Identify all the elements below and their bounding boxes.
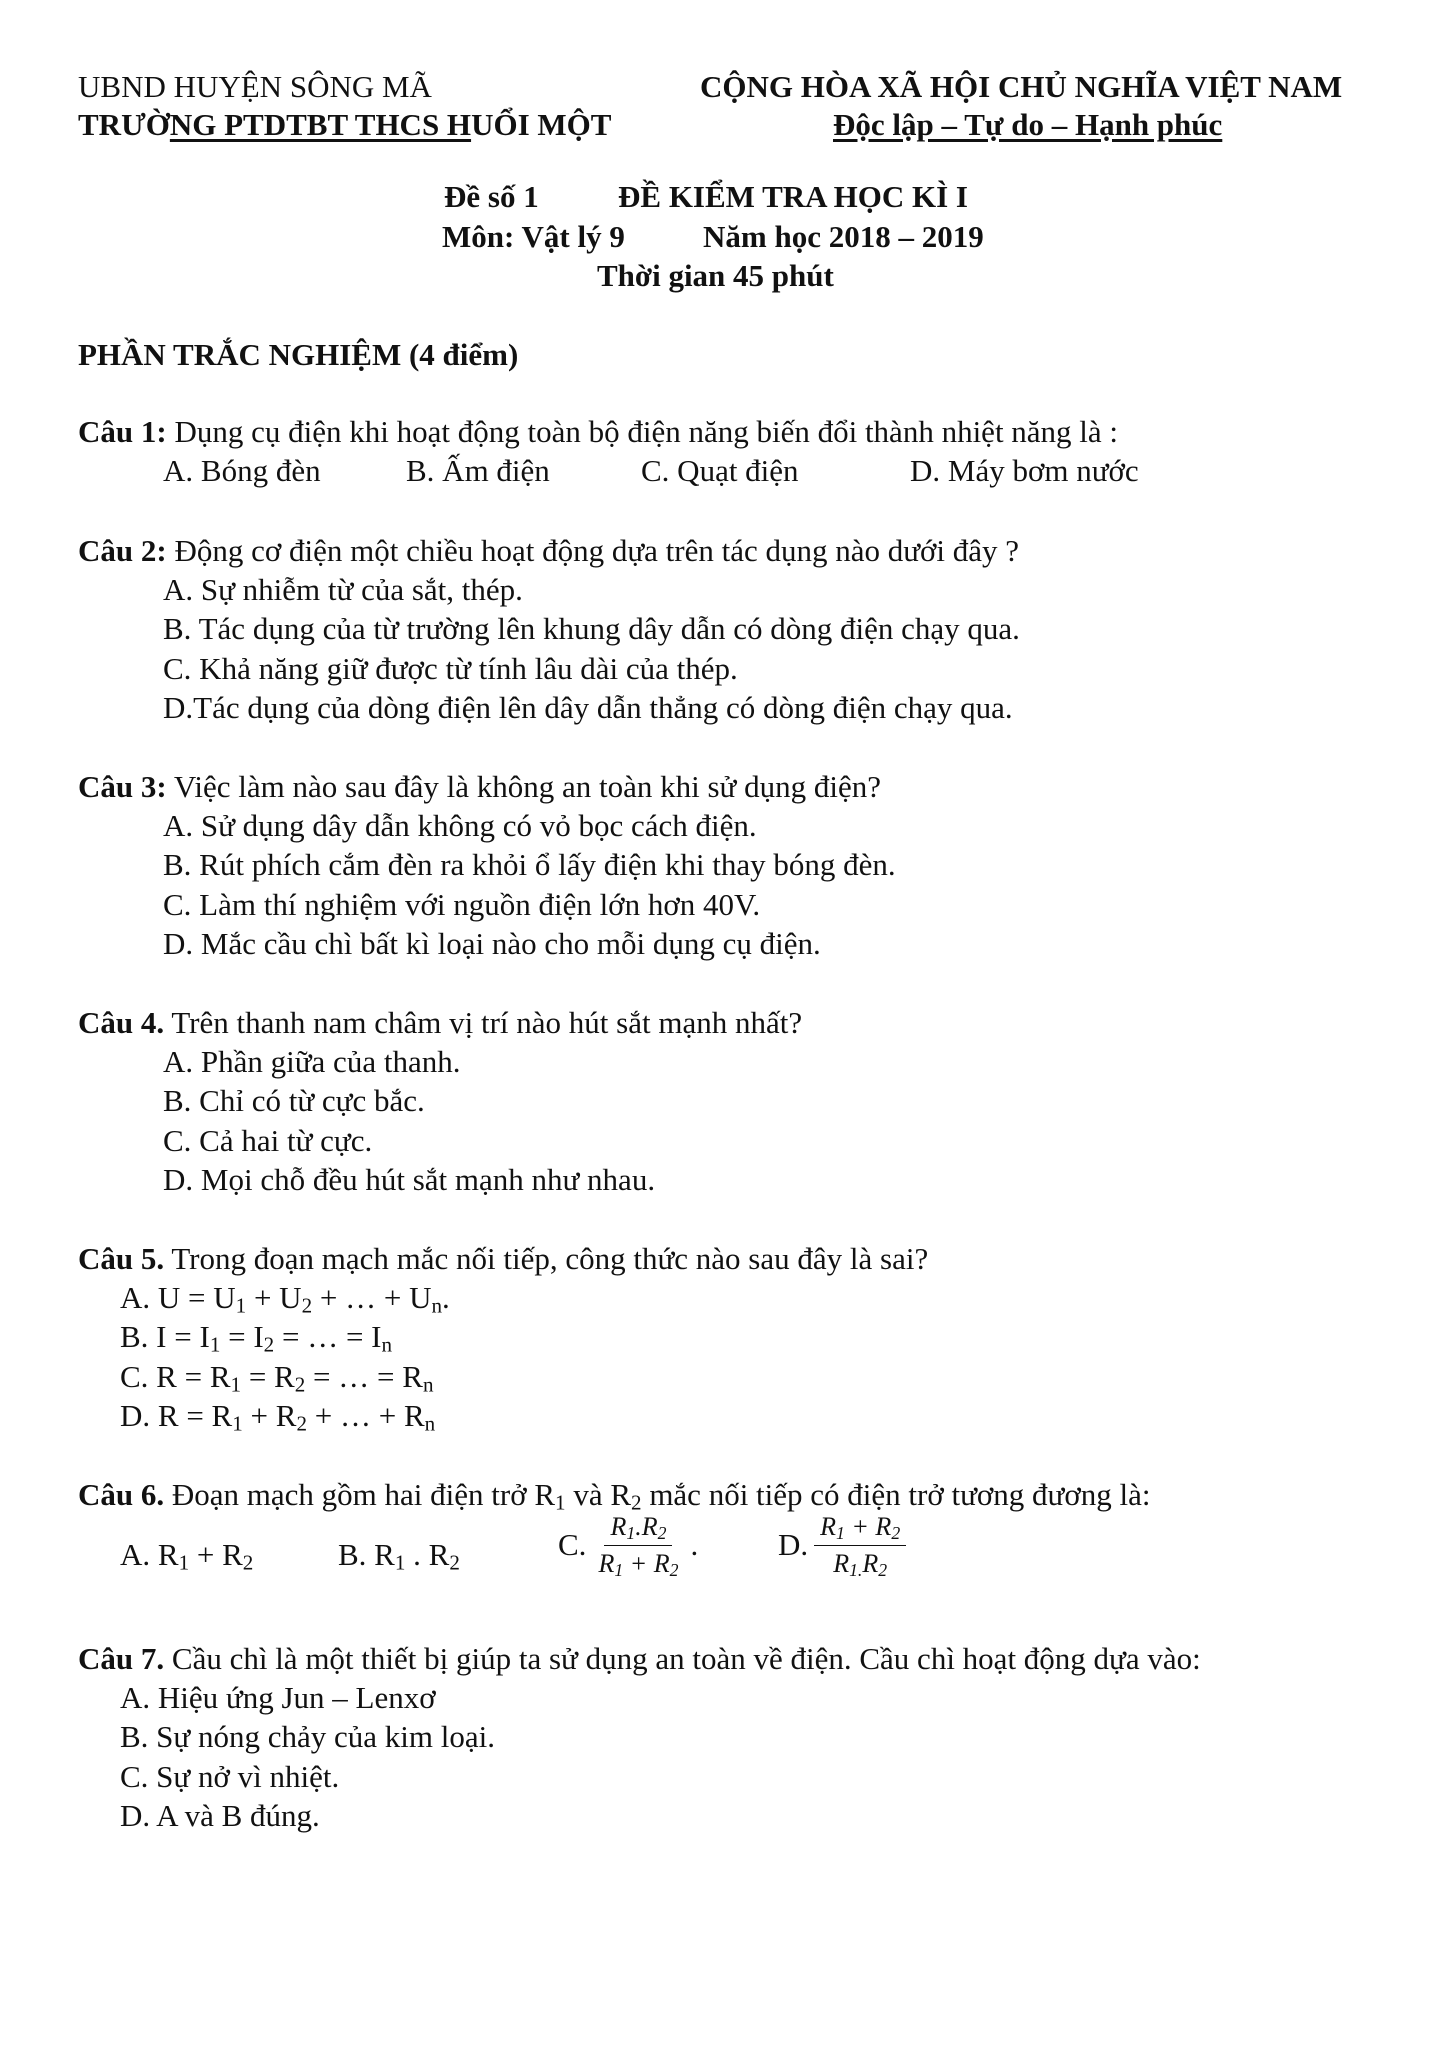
q3-option-a: A. Sử dụng dây dẫn không có vỏ bọc cách điện. [163, 808, 757, 843]
q7-option-c: C. Sự nở vì nhiệt. [120, 1759, 340, 1794]
question-6: Câu 6. Đoạn mạch gồm hai điện trở $R_1$ và $R_2$ mắc nối tiếp có điện trở tương đương là: [78, 1477, 1151, 1515]
q3-option-c: C. Làm thí nghiệm với nguồn điện lớn hơn 40V. [163, 887, 761, 922]
exam-year: Năm học 2018 – 2019 [703, 219, 984, 254]
q2-option-b: B. Tác dụng của từ trường lên khung dây dẫn có dòng điện chạy qua. [163, 611, 1020, 646]
q4-option-c: C. Cả hai từ cực. [163, 1123, 373, 1158]
q3-option-d: D. Mắc cầu chì bất kì loại nào cho mỗi dụng cụ điện. [163, 926, 821, 961]
q6-c-numerator: $R_1.R_2$ [604, 1512, 672, 1546]
q4-option-d: D. Mọi chỗ đều hút sắt mạnh như nhau. [163, 1162, 656, 1197]
exam-name: ĐỀ KIỂM TRA HỌC KÌ I [618, 179, 968, 214]
q1-option-b: B. Ấm điện [406, 453, 550, 488]
q6-c-denominator: $R_1 + R_2$ [598, 1548, 679, 1580]
q6-option-a: A. $R_1 + R_2$ [120, 1537, 254, 1575]
q5-option-a: A. $U = U_1 + U_2$ + … + $U_n$. [120, 1280, 450, 1318]
school-name: TRƯỜNG PTDTBT THCS HUỔI MỘT [78, 107, 612, 142]
q1-option-d: D. Máy bơm nước [910, 453, 1139, 488]
q3-option-b: B. Rút phích cắm đèn ra khỏi ổ lấy điện khi thay bóng đèn. [163, 847, 896, 882]
q6-option-b: B. $R_1$ . $R_2$ [338, 1537, 460, 1575]
national-motto: Độc lập – Tự do – Hạnh phúc [833, 107, 1223, 142]
q7-option-a: A. Hiệu ứng Jun – Lenxơ [120, 1680, 436, 1715]
q2-option-a: A. Sự nhiễm từ của sắt, thép. [163, 572, 523, 607]
exam-number: Đề số 1 [444, 179, 539, 214]
section-title: PHẦN TRẮC NGHIỆM (4 điểm) [78, 337, 519, 372]
q5-option-b: B. $I = I_1 = I_2$ = … = $I_n$ [120, 1319, 393, 1357]
q4-option-a: A. Phần giữa của thanh. [163, 1044, 461, 1079]
q5-option-d: D. $R = R_1 + R_2$ + … + $R_n$ [120, 1398, 436, 1436]
national-title: CỘNG HÒA XÃ HỘI CHỦ NGHĨA VIỆT NAM [700, 69, 1343, 104]
question-3: Câu 3: Việc làm nào sau đây là không an toàn khi sử dụng điện? [78, 769, 881, 804]
q1-option-a: A. Bóng đèn [163, 453, 321, 488]
q6-option-d: D. $\frac{R_1 + R_2}{R_{1.}R_2}$ [778, 1512, 912, 1579]
q7-option-d: D. A và B đúng. [120, 1798, 320, 1833]
q2-option-d: D.Tác dụng của dòng điện lên dây dẫn thẳng có dòng điện chạy qua. [163, 690, 1013, 725]
q4-option-b: B. Chỉ có từ cực bắc. [163, 1083, 425, 1118]
district-name: UBND HUYỆN SÔNG MÃ [78, 69, 432, 104]
question-4: Câu 4. Trên thanh nam châm vị trí nào hút sắt mạnh nhất? [78, 1005, 803, 1040]
q6-d-fraction [814, 1512, 906, 1579]
q5-option-c: C. $R = R_1 = R_2$ = … = $R_n$ [120, 1359, 434, 1397]
q6-option-c: C. $\frac{R_1.R_2}{R_1 + R_2}$ . [558, 1512, 699, 1580]
q1-option-c: C. Quạt điện [641, 453, 799, 488]
q6-c-fraction [592, 1512, 684, 1579]
question-1: Câu 1: Dụng cụ điện khi hoạt động toàn bộ điện năng biến đổi thành nhiệt năng là : [78, 414, 1119, 449]
q6-d-numerator: $R_1 + R_2$ [814, 1512, 906, 1546]
question-2: Câu 2: Động cơ điện một chiều hoạt động dựa trên tác dụng nào dưới đây ? [78, 533, 1020, 568]
q6-d-denominator: $R_{1.}R_2$ [833, 1548, 888, 1580]
q7-option-b: B. Sự nóng chảy của kim loại. [120, 1719, 495, 1754]
question-7: Câu 7. Cầu chì là một thiết bị giúp ta sử dụng an toàn về điện. Cầu chì hoạt động dựa vào: [78, 1641, 1201, 1676]
exam-subject: Môn: Vật lý 9 [442, 219, 625, 254]
exam-duration: Thời gian 45 phút [597, 258, 834, 293]
question-5: Câu 5. Trong đoạn mạch mắc nối tiếp, công thức nào sau đây là sai? [78, 1241, 929, 1276]
q2-option-c: C. Khả năng giữ được từ tính lâu dài của thép. [163, 651, 738, 686]
